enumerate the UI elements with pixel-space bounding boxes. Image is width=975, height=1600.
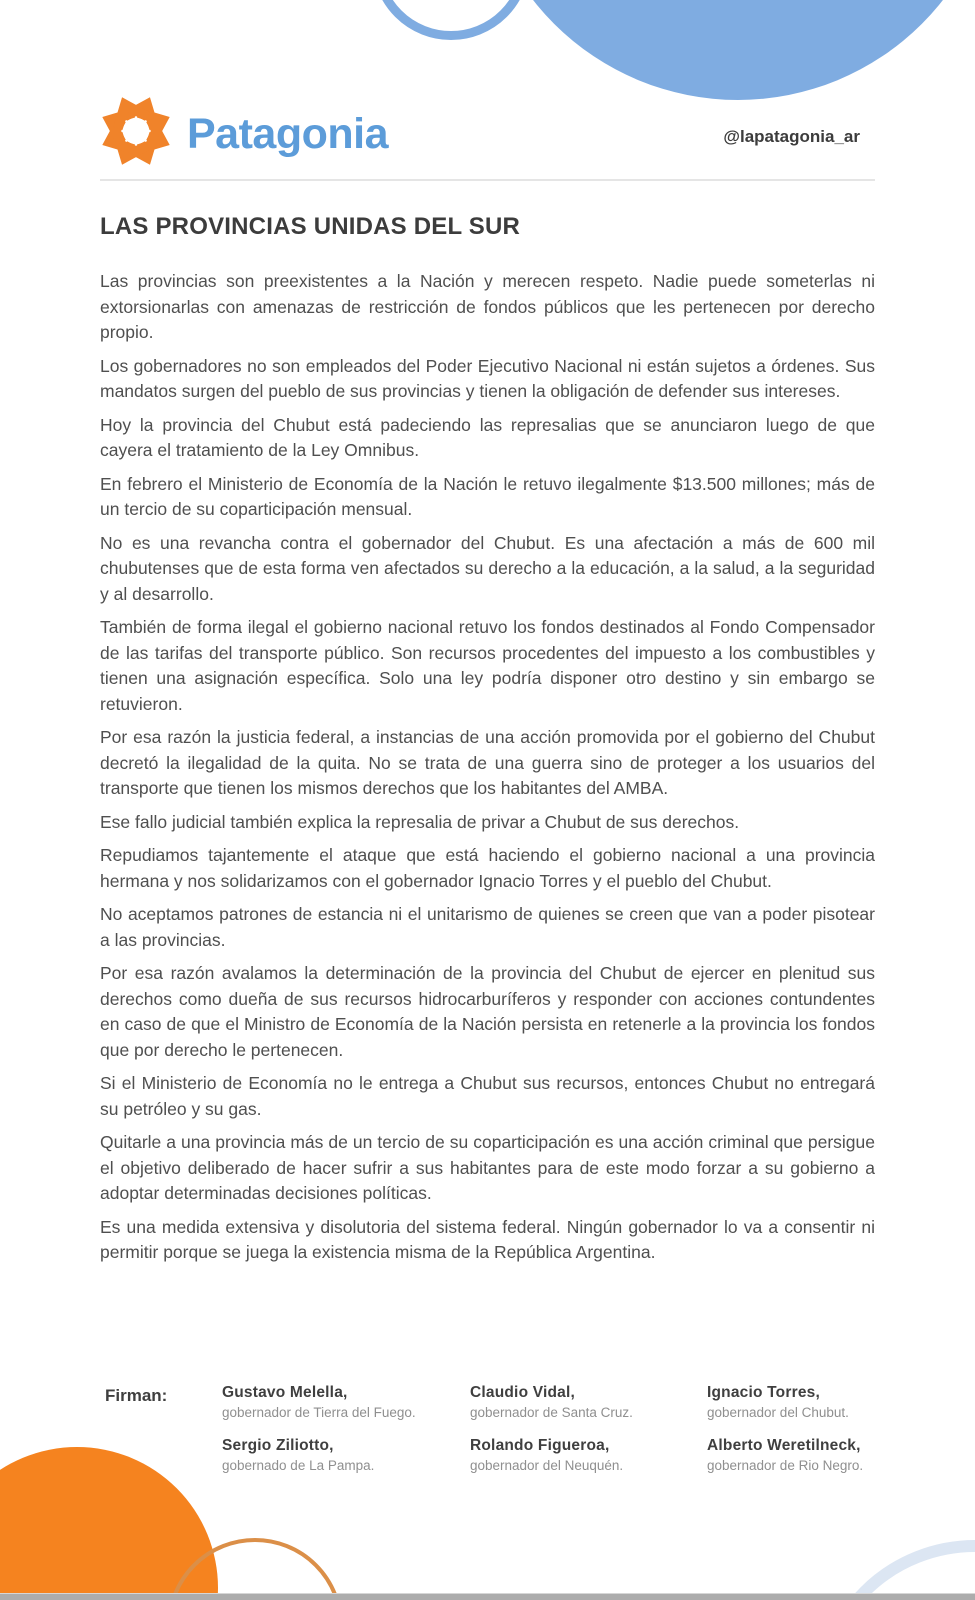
signer-role: gobernador del Neuquén. xyxy=(470,1458,624,1473)
signature-entry xyxy=(222,1437,470,1473)
signer-name: Alberto Weretilneck, xyxy=(707,1437,861,1454)
paragraph: Es una medida extensiva y disolutoria del sistema federal. Ningún gobernador lo va a consentir ni permitir porque se juega la existencia misma de la República Argentina. xyxy=(100,1216,875,1262)
statement-body xyxy=(100,269,875,1274)
paragraph: No es una revancha contra el gobernador del Chubut. Es una afectación a más de 600 mil chubutenses que de esta forma ven afectados su derecho a la educación, a la salud, a la seguridad y al desarrollo. xyxy=(100,532,875,604)
signer-role: gobernador de Rio Negro. xyxy=(707,1458,864,1473)
signature-entry xyxy=(222,1384,470,1420)
page-title: LAS PROVINCIAS UNIDAS DEL SUR xyxy=(100,213,521,240)
signer-role: gobernador de Santa Cruz. xyxy=(470,1405,633,1420)
signature-entry xyxy=(707,1384,875,1420)
signature-entry xyxy=(707,1437,875,1473)
bottom-edge-strip xyxy=(0,1593,975,1600)
brand-wordmark: Patagonia xyxy=(187,110,388,158)
signer-name: Rolando Figueroa, xyxy=(470,1437,610,1454)
decorative-pale-blue-arc xyxy=(813,1540,975,1600)
paragraph: Ese fallo judicial también explica la represalia de privar a Chubut de sus derechos. xyxy=(100,811,740,832)
paragraph: Hoy la provincia del Chubut está padeciendo las represalias que se anunciaron luego de que cayera el tratamiento de la Ley Omnibus. xyxy=(100,414,875,460)
signer-role: gobernador de Tierra del Fuego. xyxy=(222,1405,416,1420)
signer-name: Sergio Ziliotto, xyxy=(222,1437,334,1454)
paragraph: En febrero el Ministerio de Economía de la Nación le retuvo ilegalmente $13.500 millones; más de un tercio de su coparticipación mensual. xyxy=(100,473,875,519)
signatures-label: Firman: xyxy=(105,1386,168,1405)
signer-role: gobernador del Chubut. xyxy=(707,1405,849,1420)
decorative-circle-outline xyxy=(372,0,530,40)
paragraph: Quitarle a una provincia más de un tercio de su coparticipación es una acción criminal que persigue el objetivo deliberado de hacer sufrir a sus habitantes para de este modo forzar a su gobierno a adoptar determinadas decisiones políticas. xyxy=(100,1132,875,1203)
paragraph: Por esa razón avalamos la determinación de la provincia del Chubut de ejercer en plenitud sus derechos como dueña de sus recursos hidrocarburíferos y responder con acciones contundentes en caso de que el Ministro de Economía de la Nación persista en retenerle a la provincia los fondos que por derecho le pertenecen. xyxy=(100,963,875,1060)
decorative-blue-blob xyxy=(478,0,975,100)
paragraph: Las provincias son preexistentes a la Nación y merecen respeto. Nadie puede someterlas ni extorsionarlas con amenazas de restricción de fondos públicos que les pertenecen por derecho propio. xyxy=(100,271,875,342)
signer-name: Claudio Vidal, xyxy=(470,1384,576,1401)
paragraph: Repudiamos tajantemente el ataque que está haciendo el gobierno nacional a una provincia hermana y nos solidarizamos con el gobernador Ignacio Torres y el pueblo del Chubut. xyxy=(100,845,875,891)
paragraph: Por esa razón la justicia federal, a instancias de una acción promovida por el gobierno del Chubut decretó la ilegalidad de la quita. No se trata de una guerra sino de proteger a los usuarios del transporte que tienen los mismos derechos que los habitantes del AMBA. xyxy=(100,727,875,798)
signature-entry xyxy=(470,1384,707,1420)
signer-name: Gustavo Melella, xyxy=(222,1384,348,1401)
signatures-grid xyxy=(222,1384,875,1473)
social-handle: @lapatagonia_ar xyxy=(723,127,860,146)
signer-name: Ignacio Torres, xyxy=(707,1384,820,1401)
signature-entry xyxy=(470,1437,707,1473)
signer-role: gobernado de La Pampa. xyxy=(222,1458,375,1473)
signatures-section xyxy=(100,1384,875,1473)
paragraph: También de forma ilegal el gobierno nacional retuvo los fondos destinados al Fondo Compensador de las tarifas del transporte público. Son recursos procedentes del impuesto a los combustibles y tienen una asignación específica. Solo una ley podría disponer otro destino y sin embargo se retuvieron. xyxy=(100,617,875,714)
header-divider xyxy=(100,179,875,181)
paragraph: Si el Ministerio de Economía no le entrega a Chubut sus recursos, entonces Chubut no entregará su petróleo y su gas. xyxy=(100,1073,875,1119)
paragraph: Los gobernadores no son empleados del Poder Ejecutivo Nacional ni están sujetos a órdenes. Sus mandatos surgen del pueblo de sus provincias y tienen la obligación de defender sus intereses. xyxy=(100,355,875,401)
paragraph: No aceptamos patrones de estancia ni el unitarismo de quienes se creen que van a poder pisotear a las provincias. xyxy=(100,904,875,950)
patagonia-star-icon xyxy=(98,93,174,169)
